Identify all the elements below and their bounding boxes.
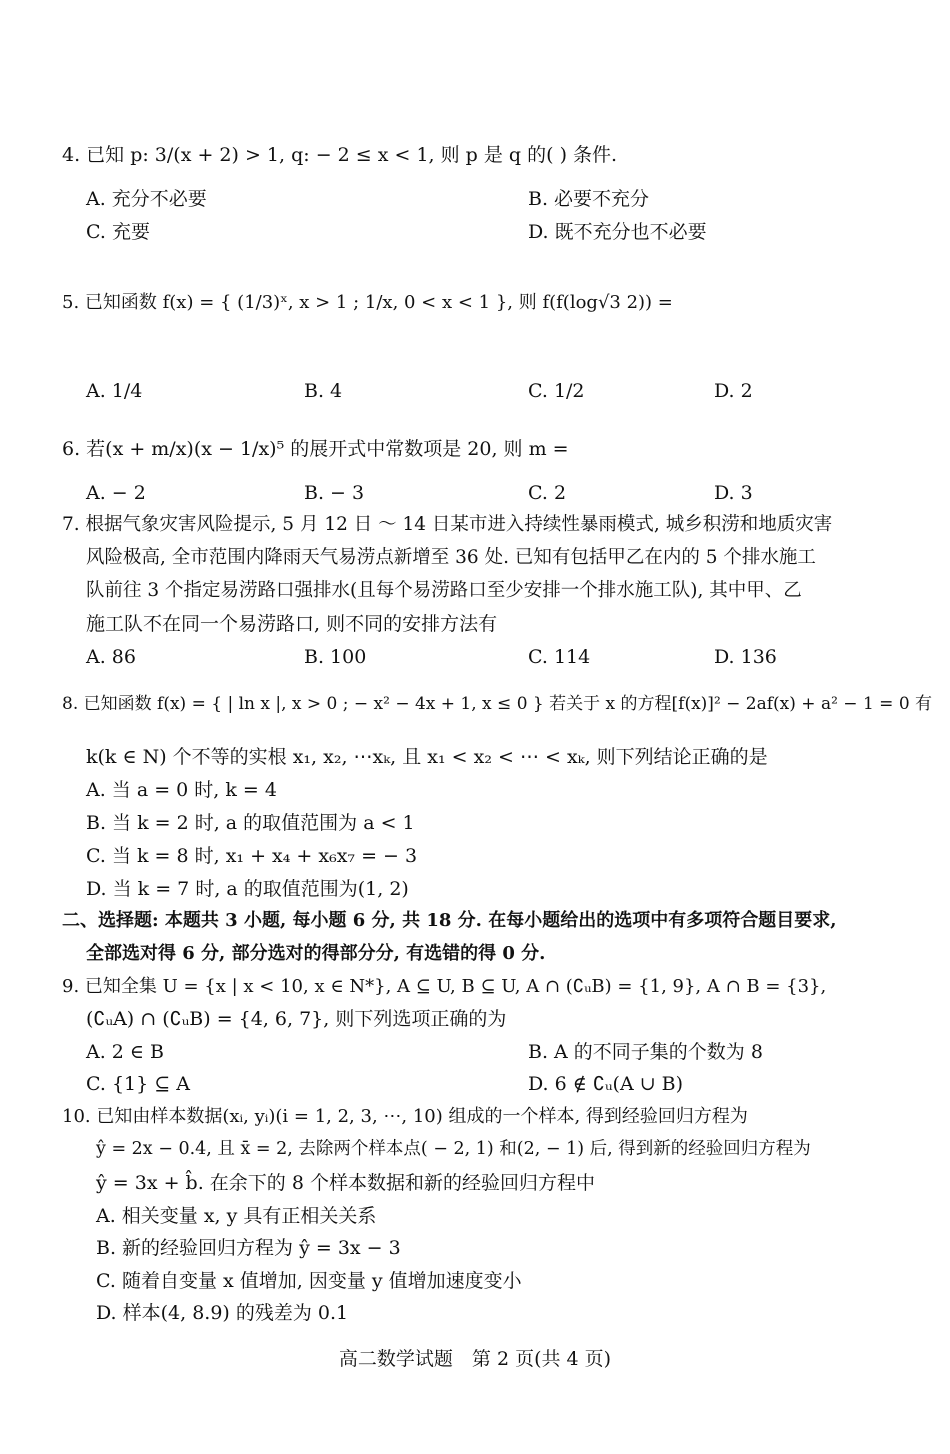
q9-line-2: (∁ᵤA) ∩ (∁ᵤB) = {4, 6, 7}, 则下列选项正确的为 <box>86 1008 507 1030</box>
page-footer: 高二数学试题 第 2 页(共 4 页) <box>338 1348 612 1370</box>
q8-option-a: A. 当 a = 0 时, k = 4 <box>86 779 277 801</box>
q5-option-a: A. 1/4 <box>86 380 143 402</box>
q4-option-c: C. 充要 <box>86 221 150 243</box>
q8-option-c: C. 当 k = 8 时, x₁ + x₄ + x₆x₇ = − 3 <box>86 845 418 867</box>
q9-option-a: A. 2 ∈ B <box>86 1041 164 1063</box>
q8-line-2: k(k ∈ N) 个不等的实根 x₁, x₂, ⋯xₖ, 且 x₁ < x₂ < ⋯ < xₖ, 则下列结论正确的是 <box>86 746 768 768</box>
section-2-header-line-1: 二、选择题: 本题共 3 小题, 每小题 6 分, 共 18 分. 在每小题给出的选项中有多项符合题目要求, <box>62 910 837 931</box>
q4-option-a: A. 充分不必要 <box>86 188 207 210</box>
q10-line-1: 10. 已知由样本数据(xᵢ, yᵢ)(i = 1, 2, 3, ⋯, 10) 组成的一个样本, 得到经验回归方程为 <box>62 1106 748 1127</box>
q10-option-d: D. 样本(4, 8.9) 的残差为 0.1 <box>96 1302 349 1324</box>
q10-option-b: B. 新的经验回归方程为 ŷ = 3x − 3 <box>96 1237 401 1259</box>
q8-option-b: B. 当 k = 2 时, a 的取值范围为 a < 1 <box>86 812 415 834</box>
q6-option-b: B. − 3 <box>304 482 365 504</box>
section-2-header-line-2: 全部选对得 6 分, 部分选对的得部分分, 有选错的得 0 分. <box>86 943 546 964</box>
q6-stem: 6. 若(x + m/x)(x − 1/x)⁵ 的展开式中常数项是 20, 则 m = <box>62 438 569 460</box>
q6-option-a: A. − 2 <box>86 482 146 504</box>
q9-option-c: C. {1} ⊆ A <box>86 1073 190 1095</box>
q7-option-d: D. 136 <box>714 646 777 668</box>
q9-option-b: B. A 的不同子集的个数为 8 <box>528 1041 763 1063</box>
q10-line-2: ŷ = 2x − 0.4, 且 x̄ = 2, 去除两个样本点( − 2, 1) 和(2, − 1) 后, 得到新的经验回归方程为 <box>96 1139 811 1159</box>
q10-line-3: ŷ = 3x + b̂. 在余下的 8 个样本数据和新的经验回归方程中 <box>96 1172 595 1194</box>
q6-option-c: C. 2 <box>528 482 567 504</box>
q7-option-b: B. 100 <box>304 646 367 668</box>
q7-line-3: 队前往 3 个指定易涝路口强排水(且每个易涝路口至少安排一个排水施工队), 其中甲、乙 <box>86 580 802 601</box>
q7-line-1: 7. 根据气象灾害风险提示, 5 月 12 日 ～ 14 日某市进入持续性暴雨模式, 城乡积涝和地质灾害 <box>62 514 833 535</box>
q4-option-d: D. 既不充分也不必要 <box>528 221 707 243</box>
q5-option-d: D. 2 <box>714 380 753 402</box>
q8-option-d: D. 当 k = 7 时, a 的取值范围为(1, 2) <box>86 878 409 900</box>
q7-option-c: C. 114 <box>528 646 591 668</box>
q10-option-c: C. 随着自变量 x 值增加, 因变量 y 值增加速度变小 <box>96 1270 522 1292</box>
q6-option-d: D. 3 <box>714 482 753 504</box>
q5-option-c: C. 1/2 <box>528 380 585 402</box>
q7-line-4: 施工队不在同一个易涝路口, 则不同的安排方法有 <box>86 613 498 635</box>
q7-line-2: 风险极高, 全市范围内降雨天气易涝点新增至 36 处. 已知有包括甲乙在内的 5 个排水施工 <box>86 547 816 568</box>
q9-line-1: 9. 已知全集 U = {x | x < 10, x ∈ N*}, A ⊆ U, B ⊆ U, A ∩ (∁ᵤB) = {1, 9}, A ∩ B = {3}, <box>62 976 827 997</box>
q7-option-a: A. 86 <box>86 646 136 668</box>
q5-option-b: B. 4 <box>304 380 343 402</box>
q4-stem: 4. 已知 p: 3/(x + 2) > 1, q: − 2 ≤ x < 1, 则 p 是 q 的( ) 条件. <box>62 144 618 166</box>
q8-line-1: 8. 已知函数 f(x) = { | ln x |, x > 0 ; − x² − 4x + 1, x ≤ 0 } 若关于 x 的方程[f(x)]² − 2af(x) + a² − 1 = 0 有 <box>62 694 933 714</box>
q10-option-a: A. 相关变量 x, y 具有正相关关系 <box>96 1205 377 1227</box>
q5-stem: 5. 已知函数 f(x) = { (1/3)ˣ, x > 1 ; 1/x, 0 < x < 1 }, 则 f(f(log√3 2)) = <box>62 292 673 313</box>
q9-option-d: D. 6 ∉ ∁ᵤ(A ∪ B) <box>528 1073 684 1095</box>
q4-option-b: B. 必要不充分 <box>528 188 650 210</box>
